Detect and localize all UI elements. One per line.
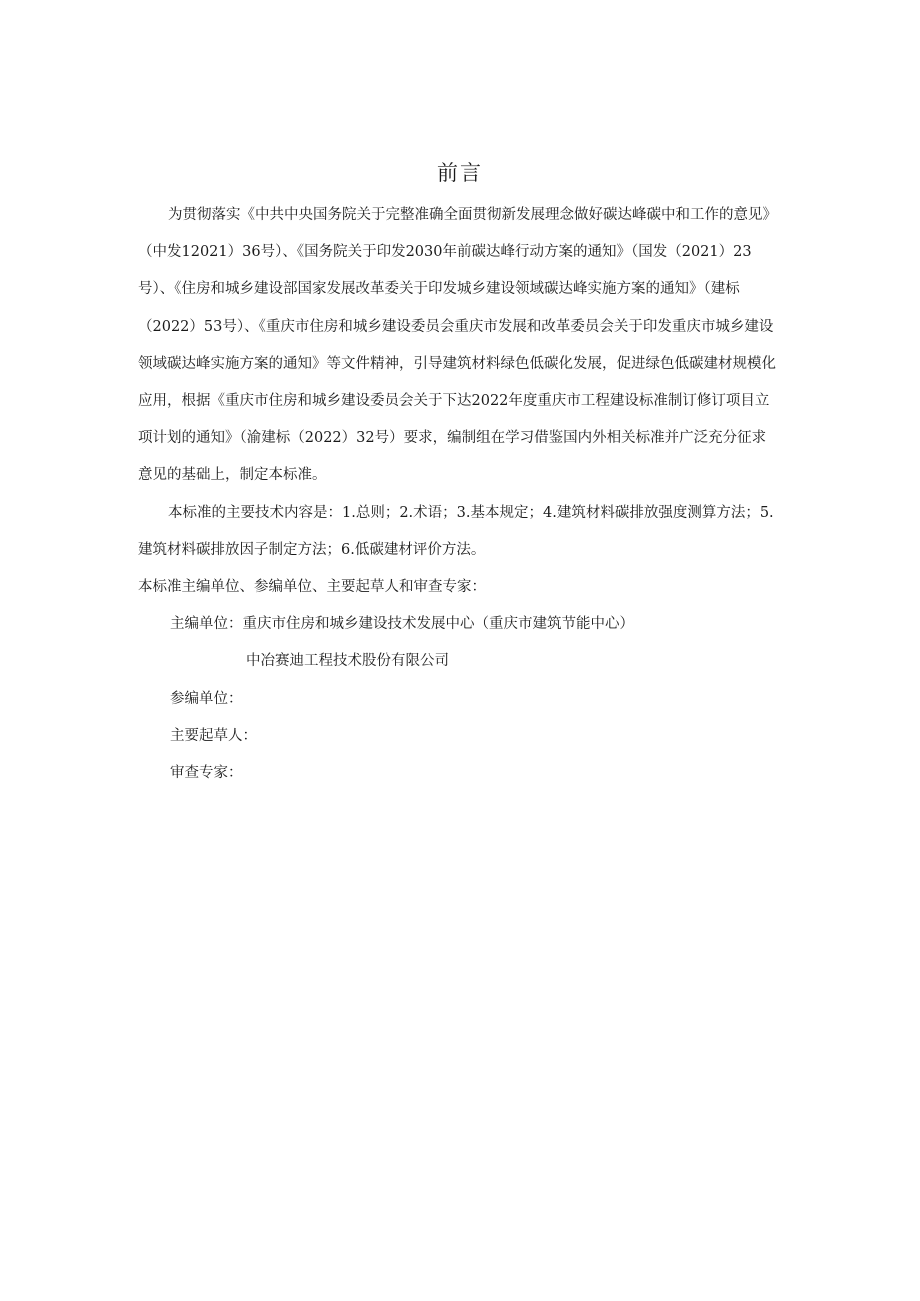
intro-paragraph: 为贯彻落实《中共中央国务院关于完整准确全面贯彻新发展理念做好碳达峰碳中和工作的意见》（中发12021）36号）、《国务院关于印发2030年前碳达峰行动方案的通知》（国发（2021）23号）、《住房和城乡建设部国家发展改革委关于印发城乡建设领域碳达峰实施方案的通知》（建标（2022）53号）、《重庆市住房和城乡建设委员会重庆市发展和改革委员会关于印发重庆市城乡建设领域碳达峰实施方案的通知》等文件精神，引导建筑材料绿色低碳化发展，促进绿色低碳建材规模化应用，根据《重庆市住房和城乡建设委员会关于下达2022年度重庆市工程建设标准制订修订项目立项计划的通知》（渝建标（2022）32号）要求，编制组在学习借鉴国内外相关标准并广泛充分征求意见的基础上，制定本标准。 (138, 207, 777, 484)
document-body (138, 197, 778, 792)
chief-editor-unit: 主编单位：重庆市住房和城乡建设技术发展中心（重庆市建筑节能中心） (170, 616, 634, 633)
content-paragraph: 本标准的主要技术内容是：1.总则；2.术语；3.基本规定；4.建筑材料碳排放强度测算方法；5.建筑材料碳排放因子制定方法；6.低碳建材评价方法。 (138, 504, 774, 558)
chief-editor-unit-2: 中冶赛迪工程技术股份有限公司 (246, 653, 449, 670)
page-title: 前言 (437, 161, 483, 185)
participating-units: 参编单位： (170, 690, 243, 707)
review-experts: 审查专家： (170, 765, 243, 782)
units-intro: 本标准主编单位、参编单位、主要起草人和审查专家： (138, 579, 486, 596)
main-drafters: 主要起草人： (170, 727, 257, 744)
